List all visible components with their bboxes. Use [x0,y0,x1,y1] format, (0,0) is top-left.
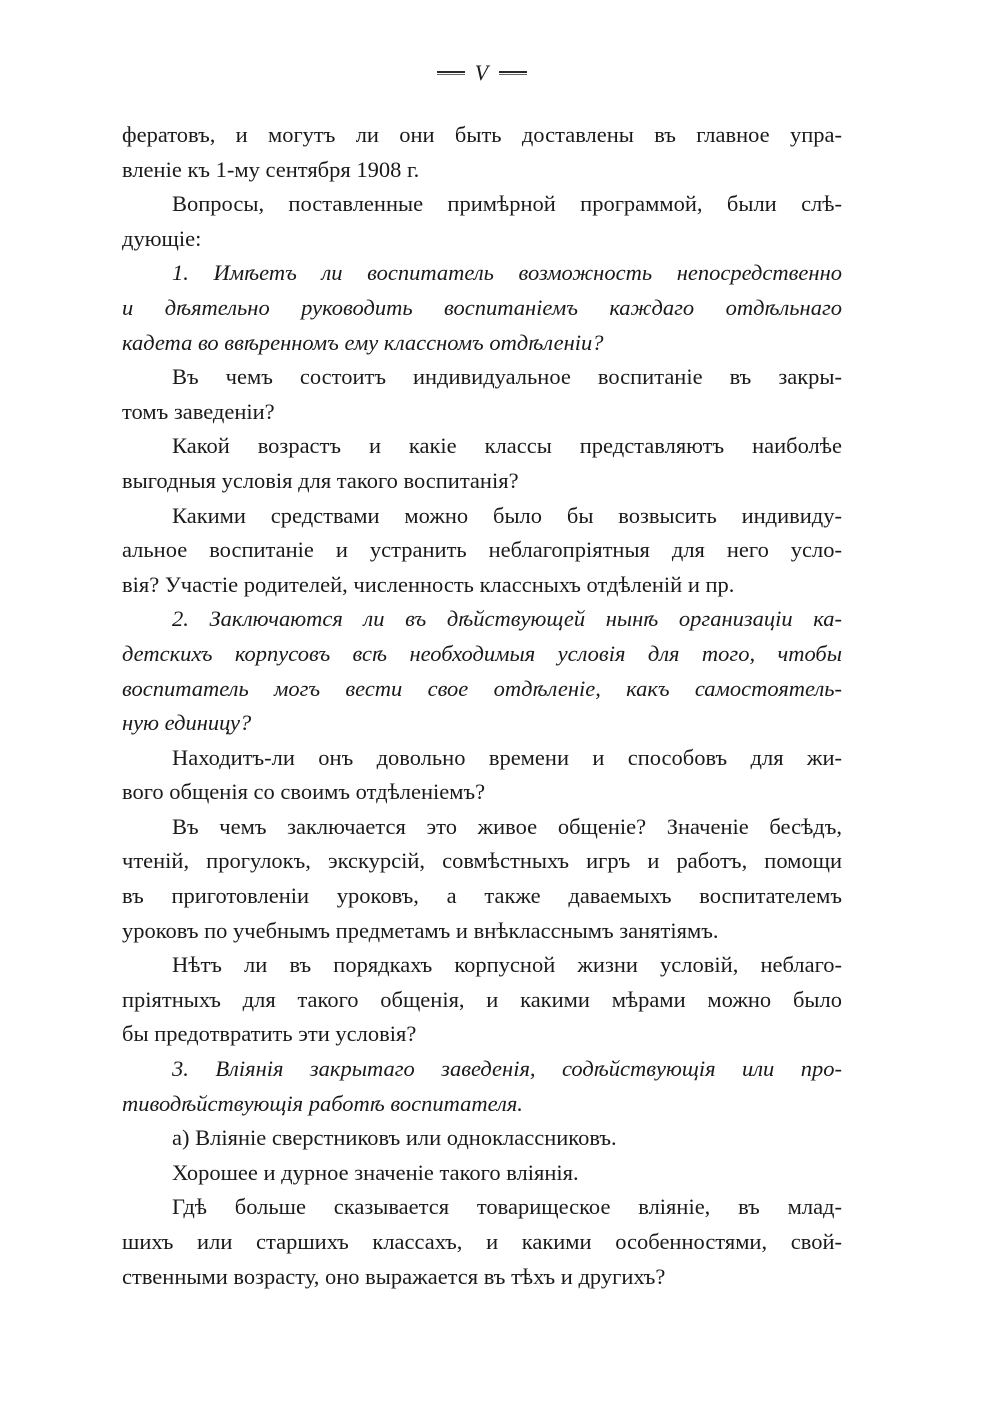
page-number: V [474,60,490,85]
page-header [122,58,842,88]
text-line: выгодныя условія для такого воспитанія? [122,467,519,493]
text-line: дующіе: [122,225,202,251]
text-line: ственными возрасту, оно выражается въ тѣхъ и другихъ? [122,1263,666,1289]
text-line: Находитъ-ли онъ довольно времени и способовъ для жи- [172,744,842,770]
text-line: ную единицу? [122,710,252,736]
text-line: Какой возрастъ и какіе классы представляютъ наиболѣе [172,433,842,459]
text-line: а) Вліяніе сверстниковъ или одноклассниковъ. [172,1125,617,1151]
document-page [122,0,842,1418]
text-line: 3. Вліянія закрытаго заведенія, содѣйствующія или про- [172,1056,842,1082]
text-line: Въ чемъ состоитъ индивидуальное воспитаніе въ закры- [172,364,842,390]
text-line: въ приготовленіи уроковъ, а также даваемыхъ воспитателемъ [122,883,842,909]
text-line: Гдѣ больше сказывается товарищеское вліяніе, въ млад- [172,1194,842,1220]
text-line: бы предотвратить эти условія? [122,1021,417,1047]
text-line: Какими средствами можно было бы возвысить индивиду- [172,502,842,528]
text-line: детскихъ корпусовъ всѣ необходимыя условія для того, чтобы [122,640,842,666]
text-line: тиводѣйствующія работѣ воспитателя. [122,1090,523,1116]
text-line: томъ заведеніи? [122,398,275,424]
text-line: вого общенія со своимъ отдѣленіемъ? [122,779,486,805]
text-line: 2. Заключаются ли въ дѣйствующей нынѣ организаціи ка- [172,606,842,632]
text-line: кадета во ввѣренномъ ему классномъ отдѣленіи? [122,329,604,355]
header-rule-left [437,71,465,75]
text-line: Вопросы, поставленные примѣрной программой, были слѣ- [172,191,842,217]
text-line: Хорошее и дурное значеніе такого вліянія. [172,1159,579,1185]
text-line: фератовъ, и могутъ ли они быть доставлены въ главное упра- [122,122,842,147]
text-line: 1. Имѣетъ ли воспитатель возможность непосредственно [172,260,842,286]
text-line: и дѣятельно руководить воспитаніемъ каждаго отдѣльнаго [122,294,842,320]
text-line: чтеній, прогулокъ, экскурсій, совмѣстныхъ игръ и работъ, помощи [122,848,842,874]
header-rule-right [499,71,527,75]
text-line: вленіе къ 1-му сентября 1908 г. [122,156,420,182]
text-line: Въ чемъ заключается это живое общеніе? Значеніе бесѣдъ, [172,813,842,839]
text-line: пріятныхъ для такого общенія, и какими мѣрами можно было [122,986,842,1012]
text-line: воспитатель могъ вести свое отдѣленіе, какъ самостоятель- [122,675,842,701]
text-line: вія? Участіе родителей, численность классныхъ отдѣленій и пр. [122,571,735,597]
body-text [122,118,842,1294]
text-line: альное воспитаніе и устранить неблагопріятныя для него усло- [122,537,842,563]
text-line: уроковъ по учебнымъ предметамъ и внѣкласснымъ занятіямъ. [122,917,719,943]
text-line: Нѣтъ ли въ порядкахъ корпусной жизни условій, неблаго- [172,952,842,978]
text-line: шихъ или старшихъ классахъ, и какими особенностями, свой- [122,1229,842,1254]
